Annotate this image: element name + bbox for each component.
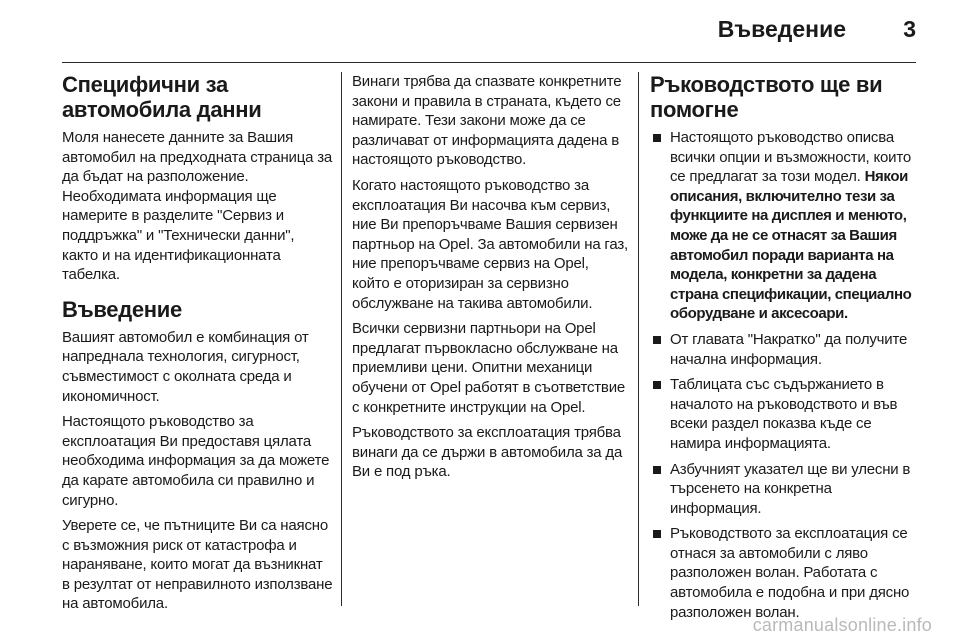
list-item: [650, 460, 918, 519]
column-left: [62, 72, 334, 620]
watermark: carmanualsonline.info: [752, 615, 932, 635]
paragraph: Моля нанесете данните за Вашия автомобил на предходната страница за да бъдат на разположение. Необходимата информация ще намерите в разделите "Сервиз и поддръжка" и "Технически данни", както и на идентификационната табелка.: [62, 129, 333, 284]
paragraph: Вашият автомобил е комбинация от напреднала технология, сигурност, съвместимост с околната среда и икономичност.: [62, 328, 309, 405]
square-bullet-icon: [653, 466, 661, 474]
square-bullet-icon: [653, 134, 661, 142]
section-heading-manual-helps: Ръководството ще ви помогне: [650, 72, 883, 122]
square-bullet-icon: [653, 381, 661, 389]
column-divider-1: [341, 72, 342, 606]
column-middle: [352, 72, 628, 488]
page-number: 3: [903, 16, 916, 42]
paragraph: Ръководството за експлоатация трябва винаги да се държи в автомобила за да Ви е под ръка.: [352, 424, 623, 481]
page-header: [62, 0, 916, 63]
list-item: [650, 128, 918, 324]
square-bullet-icon: [653, 530, 661, 538]
list-item: [650, 524, 918, 622]
column-right: [650, 72, 918, 628]
square-bullet-icon: [653, 336, 661, 344]
list-item-text: Настоящото ръководство описва всички опции и възможности, които се предлагат за този модел.: [670, 129, 911, 186]
section-heading-vehicle-data: Специфични за автомобила данни: [62, 72, 262, 122]
paragraph: Настоящото ръководство за експлоатация Ви предоставя цялата необходима информация за да можете да карате автомобила си правилно и сигурно.: [62, 413, 330, 509]
page-title: Въведение: [717, 16, 846, 42]
paragraph: Всички сервизни партньори на Opel предлагат първокласно обслужване на приемливи цени. Опитни механици обучени от Opel работят в съответствие с конкретните инструкции на Opel.: [352, 320, 626, 416]
list-item-bold-text: Някои описания, включително тези за функциите на дисплея и менюто, може да не се отнасят за Вашия автомобил поради варианта на модела, конкретни за дадена страна спецификации, специално оборудване и аксесоари.: [670, 168, 912, 323]
section-heading-introduction: Въведение: [62, 296, 182, 322]
paragraph: Уверете се, че пътниците Ви са наясно с възможния риск от катастрофа и нараняване, които могат да възникнат в резултат от неправилното използване на автомобила.: [62, 517, 333, 613]
paragraph: Винаги трябва да спазвате конкретните закони и правила в страната, където се намирате. Тези закони може да се различават от информацията дадена в настоящото ръководство.: [352, 73, 622, 169]
list-item-text: Ръководството за експлоатация се отнася за автомобили с ляво разположен волан. Работата с автомобила е подобна и при дясно разположен волан.: [670, 525, 910, 621]
paragraph: Когато настоящото ръководство за експлоатация Ви насочва към сервиз, ние Ви препоръчваме Вашия сервизен партньор на Opel. За автомобили на газ, ние препоръчваме сервиз на Opel, който е оторизиран за сервизно обслужване на такива автомобили.: [352, 176, 628, 312]
list-item-text: Азбучният указател ще ви улесни в търсенето на конкретна информация.: [670, 460, 911, 517]
list-item: [650, 330, 918, 369]
list-item-text: От главата "Накратко" да получите начална информация.: [670, 330, 908, 368]
list-item: [650, 375, 918, 453]
bullet-list: [650, 128, 918, 622]
list-item-text: Таблицата със съдържанието в началото на ръководството и във всеки раздел показва къде се намира информацията.: [670, 376, 898, 452]
column-divider-2: [638, 72, 639, 606]
